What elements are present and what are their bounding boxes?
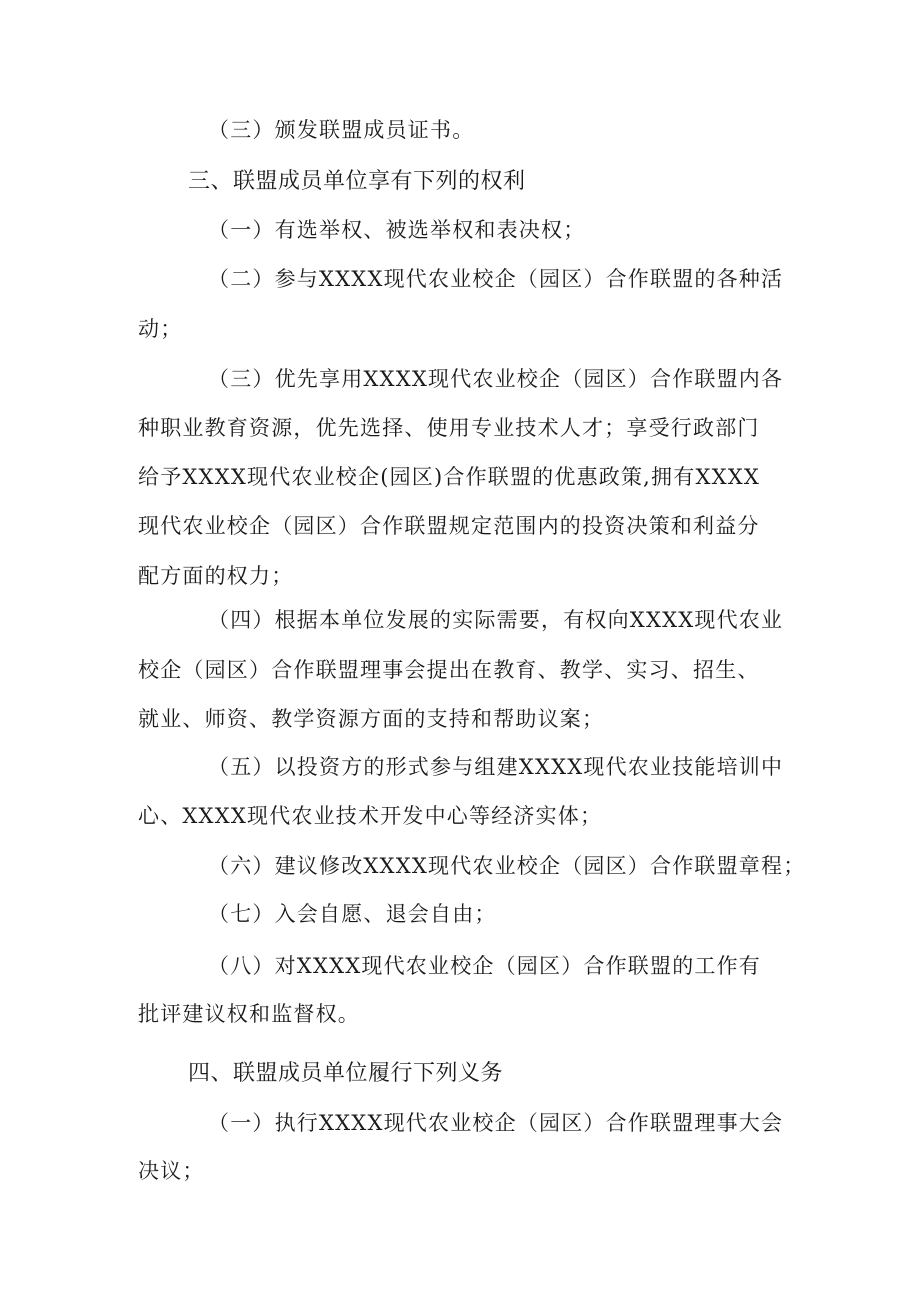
rights-item-3-line-2: 种职业教育资源，优先选择、使用专业技术人才；享受行政部门 <box>138 416 760 440</box>
item-issue-certificate: （三）颁发联盟成员证书。 <box>208 118 475 142</box>
obligations-item-1-line-2: 决议； <box>138 1159 205 1183</box>
rights-item-4-line-3: 就业、师资、教学资源方面的支持和帮助议案； <box>138 707 605 731</box>
rights-item-2-line-2: 动； <box>138 317 183 341</box>
rights-item-8-line-2: 批评建议权和监督权。 <box>138 1002 360 1026</box>
rights-item-3-line-5: 配方面的权力； <box>138 564 294 588</box>
rights-item-1: （一）有选举权、被选举权和表决权； <box>208 218 586 242</box>
rights-item-3-line-1: （三）优先享用XXXX现代农业校企（园区）合作联盟内各 <box>208 367 784 391</box>
rights-item-7: （七）入会自愿、退会自由； <box>208 902 497 926</box>
rights-item-2-line-1: （二）参与XXXX现代农业校企（园区）合作联盟的各种活 <box>208 267 784 291</box>
rights-item-3-line-3: 给予XXXX现代农业校企(园区)合作联盟的优惠政策,拥有XXXX <box>138 465 761 489</box>
obligations-item-1-line-1: （一）执行XXXX现代农业校企（园区）合作联盟理事大会 <box>208 1111 784 1135</box>
rights-item-4-line-1: （四）根据本单位发展的实际需要，有权向XXXX现代农业 <box>208 608 784 632</box>
section-heading-rights: 三、联盟成员单位享有下列的权利 <box>188 169 526 194</box>
rights-item-3-line-4: 现代农业校企（园区）合作联盟规定范围内的投资决策和利益分 <box>138 514 760 538</box>
section-heading-obligations: 四、联盟成员单位履行下列义务 <box>188 1061 504 1086</box>
rights-item-5-line-1: （五）以投资方的形式参与组建XXXX现代农业技能培训中 <box>208 755 784 779</box>
rights-item-8-line-1: （八）对XXXX现代农业校企（园区）合作联盟的工作有 <box>208 954 761 978</box>
rights-item-4-line-2: 校企（园区）合作联盟理事会提出在教育、教学、实习、招生、 <box>138 658 760 682</box>
rights-item-6: （六）建议修改XXXX现代农业校企（园区）合作联盟章程； <box>208 854 806 878</box>
rights-item-5-line-2: 心、XXXX现代农业技术开发中心等经济实体； <box>138 804 603 828</box>
